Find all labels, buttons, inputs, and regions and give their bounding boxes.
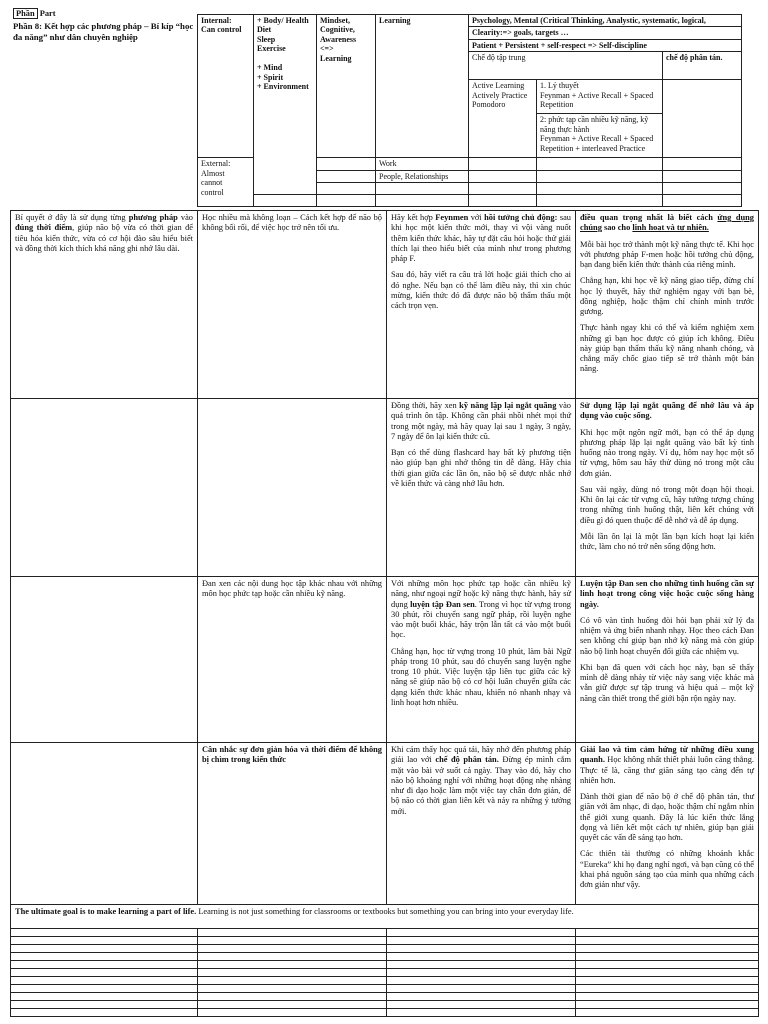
complex-skills-cell: 2: phức tạp cần nhiều kỹ năng, kỹ năng thực hành Feynman + Active Recall + Spaced Repetition + interleaved Practice (537, 114, 663, 158)
text-run: Sau đó, hãy viết ra câu trả lời hoặc giải thích cho ai đó nghe. Nếu bạn có thể làm điều này, thì xin chúc mừng, kiến thức đó đã được não bộ thẩm thấu một cách trọn vẹn. (391, 270, 571, 310)
diffuse-mode-cell: chế độ phân tán. (663, 52, 742, 80)
theory-cell: 1. Lý thuyết Feynman + Active Recall + Spaced Repetition (537, 80, 663, 114)
text-run: Đan xen các nội dung học tập khác nhau với những môn học phức tạp hoặc cần nhiều kỹ năng. (202, 579, 382, 599)
empty-line-cell (387, 977, 576, 985)
page-title: Phần 8: Kết hợp các phương pháp – Bí kíp “học đa năng” như dân chuyên nghiệp (13, 21, 194, 42)
empty-line-cell (576, 937, 759, 945)
text-run: Cân nhắc sự đơn giản hóa và thời điểm để không bị chìm trong kiến thức (202, 745, 382, 765)
empty-line-cell (198, 1009, 387, 1017)
internal-cell: Internal: Can control (198, 15, 254, 158)
empty-line-cell (11, 929, 198, 937)
empty-line-row (11, 929, 759, 937)
text-run: luyện tập Đan sen (410, 599, 475, 609)
text-run: với (468, 213, 485, 222)
footer-goal-bold: The ultimate goal is to make learning a part of life. (15, 907, 197, 916)
empty-line-cell (11, 993, 198, 1001)
text-run: vào quá trình ôn tập. Không cần phải nhồi nhét mọi thứ trong một ngày, mà hãy quay lại sau 1 ngày, 3 ngày, 7 ngày để ôn lại kiến thức cũ. (391, 401, 571, 441)
cell-col3 (387, 211, 576, 399)
empty-line-row (11, 1009, 759, 1017)
empty-line-cell (387, 985, 576, 993)
table-row (11, 399, 759, 577)
text-run: Đừng ép mình cắm mặt vào bài vở suốt cả ngày. Thay vào đó, hãy cho não bộ khoảng nghỉ với những hoạt động nhẹ nhàng như đi dạo hoặc làm một việc tay chân đơn giản, để bộ não có thời gian liên kết và nảy ra những ý tưởng mới. (391, 755, 572, 816)
empty-line-cell (11, 961, 198, 969)
work-cell: Work (376, 158, 469, 170)
empty-line-cell (576, 985, 759, 993)
text-run: , giúp não bộ vừa có thời gian để tiêu hóa kiến thức, vừa có cơ hội đào sâu hiểu biết và đồng thời kích thích khả năng ghi nhớ lâu dài. (15, 223, 193, 253)
text-run: Các thiên tài thường có những khoảnh khắc “Eureka” khi họ đang nghỉ ngơi, và bạn cũng có thể khai phá nguồn sáng tạo của mình qua những cách đơn giản như vậy. (580, 849, 754, 889)
paragraph (580, 616, 754, 657)
empty-line-cell (576, 969, 759, 977)
text-run: Chẳng hạn, khi học về kỹ năng giao tiếp, đừng chỉ học lý thuyết, hãy thử nghiệm ngay với bạn bè, đồng nghiệp, hoặc thậm chí chính mình trước gương. (580, 276, 754, 316)
text-run: Luyện tập Đan sen cho những tình huống cần sự linh hoạt trong công việc hoặc cuộc sống hàng ngày. (580, 579, 754, 609)
text-run: Khi học một ngôn ngữ mới, bạn có thể áp dụng phương pháp lặp lại ngắt quãng vào bất kỳ tình huống nào trong ngày. Ví dụ, hôm nay học một số từ vựng, hôm sau hãy thử dùng nó trong một câu đơn giản. (580, 427, 754, 478)
empty-line-cell (198, 969, 387, 977)
empty-line-cell (11, 937, 198, 945)
cell-col2 (198, 577, 387, 743)
cell-col1 (11, 399, 198, 577)
text-run: Giải lao và tìm cảm hứng từ những điều xung quanh. (580, 745, 754, 765)
table-row (11, 577, 759, 743)
text-run: Feynmen (435, 213, 469, 222)
text-run: Mỗi bài học trở thành một kỹ năng thực tế. Khi học với phương pháp F-men hoặc hồi tưởng chủ động, bạn đang biến kiến thức thành của riêng mình. (580, 239, 754, 269)
psychology-cell: Psychology, Mental (Critical Thinking, Analystic, systematic, logical, (469, 15, 742, 27)
paragraph (391, 448, 571, 489)
learning-cell: Learning (376, 15, 469, 158)
text-run: điều quan trọng nhất là biết cách (580, 213, 718, 222)
empty-line-cell (387, 953, 576, 961)
empty-line-cell (198, 985, 387, 993)
text-run: kỹ năng lặp lại ngắt quãng (459, 401, 557, 410)
empty-line-cell (387, 1009, 576, 1017)
text-run: Mỗi lần ôn lại là một lần bạn kích hoạt lại kiến thức, làm cho nó trở nên sống động hơn. (580, 531, 754, 551)
empty-line-cell (387, 945, 576, 953)
text-run: vào (177, 213, 193, 222)
empty-line-cell (198, 953, 387, 961)
cell-col3 (387, 577, 576, 743)
empty-line-cell (198, 929, 387, 937)
empty-line-cell (11, 953, 198, 961)
empty-line-cell (576, 953, 759, 961)
empty-line-cell (11, 969, 198, 977)
empty-line-cell (198, 993, 387, 1001)
paragraph (580, 240, 754, 271)
empty-line-cell (387, 937, 576, 945)
empty-line-cell (576, 1009, 759, 1017)
cell-col4 (576, 211, 759, 399)
cell-col2 (198, 211, 387, 399)
cell-col2 (198, 399, 387, 577)
empty-lines-grid (10, 928, 759, 1017)
text-run: Đồng thời, hãy xen (391, 401, 460, 410)
paragraph (580, 485, 754, 526)
focus-mode-cell: Chế độ tập trung (469, 52, 663, 80)
clearity-cell: Clearity:=> goals, targets … (469, 27, 742, 39)
table-row (11, 743, 759, 905)
empty-line-cell (576, 945, 759, 953)
empty-line-row (11, 937, 759, 945)
paragraph (391, 401, 571, 442)
empty-line-cell (11, 985, 198, 993)
body-health-cell: + Body/ Health Diet Sleep Exercise + Mind + Spirit + Environment (254, 15, 317, 195)
empty-line-cell (576, 929, 759, 937)
empty-line-row (11, 977, 759, 985)
paragraph (580, 213, 754, 234)
empty-line-cell (198, 1001, 387, 1009)
text-run: Sau vài ngày, dùng nó trong một đoạn hội thoại. Khi ôn lại các từ vựng cũ, hãy tưởng tượng chúng trong những tình huống thật, liên kết chúng với điều gì đó quen thuộc để dễ nhớ và dễ áp dụng. (580, 484, 754, 525)
empty-line-cell (387, 1001, 576, 1009)
empty-line-cell (11, 945, 198, 953)
table-row (11, 211, 759, 399)
text-run: Với những môn học phức tạp hoặc cần nhiều kỹ năng, như ngoại ngữ hoặc kỹ năng thực hành, hãy sử dụng (391, 579, 571, 609)
text-run: đúng thời điểm (15, 223, 73, 233)
empty-line-cell (11, 1001, 198, 1009)
empty-line-cell (11, 1009, 198, 1017)
empty-line-cell (198, 977, 387, 985)
paragraph (580, 663, 754, 704)
part-label (13, 9, 133, 19)
empty-line-cell (576, 993, 759, 1001)
paragraph (580, 401, 754, 422)
empty-line-cell (198, 937, 387, 945)
empty-line-row (11, 953, 759, 961)
text-run: ứng dụng chúng (580, 213, 754, 233)
cell-col1 (11, 211, 198, 399)
diffuse-empty-cell (663, 80, 742, 158)
empty-line-cell (576, 961, 759, 969)
text-run: Sử dụng lặp lại ngắt quãng để nhớ lâu và áp dụng vào cuộc sống. (580, 401, 754, 421)
empty-line-cell (387, 969, 576, 977)
text-run: Bạn có thể dùng flashcard hay bất kỳ phương tiện nào giúp bạn ghi nhớ thông tin dễ dàng. Hãy chia thời gian giữa các lần ôn, não bộ sẽ được nhắc nhở về kiến thức và càng nhớ lâu hơn. (391, 448, 571, 488)
paragraph (580, 579, 754, 610)
paragraph (580, 276, 754, 317)
text-run: sao cho (601, 223, 633, 233)
paragraph (391, 579, 571, 641)
text-run: Học nhiều mà không loạn – Cách kết hợp để não bộ không bối rối, để việc học trở nên tối ưu. (202, 213, 382, 233)
footer-goal (11, 905, 759, 929)
paragraph (580, 532, 754, 553)
cell-col4 (576, 577, 759, 743)
paragraph (580, 323, 754, 374)
empty-line-row (11, 969, 759, 977)
text-run: Khi bạn đã quen với cách học này, bạn sẽ thấy mình dễ dàng nhảy từ việc này sang việc khác mà vẫn giữ được sự tập trung và hiệu quả – một kỹ năng cần thiết trong thế giới bận rộn ngày nay. (580, 662, 754, 703)
cell-col4 (576, 743, 759, 905)
mindset-cell: Mindset, Cognitive, Awareness <=> Learning (317, 15, 376, 158)
footer-goal-rest: Learning is not just something for classrooms or textbooks but something you can bring into your everyday life. (196, 907, 574, 916)
paragraph (580, 745, 754, 786)
empty-line-cell (198, 961, 387, 969)
text-run: Bí quyết ở đây là sử dụng từng (15, 213, 129, 222)
part-label-en: Part (39, 9, 56, 18)
empty-line-cell (387, 961, 576, 969)
patient-cell: Patient + Persistent + self-respect => Self-discipline (469, 39, 742, 51)
empty-line-row (11, 1001, 759, 1009)
method-table (10, 210, 759, 929)
active-learning-cell: Active Learning Actively Practice Pomodoro (469, 80, 537, 158)
text-run: Chẳng hạn, học từ vựng trong 10 phút, làm bài Ngữ pháp trong 10 phút, sau đó chuyển sang luyện nghe trong 10 phút. Việc luyện tập liên tục giữa các kỹ năng sẽ giúp não bộ có cơ hội luân chuyển giữa các dạng kiến thức khác nhau, khiến nó nhanh nhạy và linh hoạt hơn nhiều. (391, 646, 571, 707)
text-run: . Trong vì học từ vựng trong 30 phút, rồi chuyển sang ngữ pháp, rồi luyện nghe vào một buổi khác, hãy trộn lẫn tất cả vào một buổi học. (391, 599, 571, 640)
paragraph (391, 270, 571, 311)
external-cell: External: Almost cannot control (198, 158, 254, 207)
text-run: sau khi học một kiến thức mới, thay vì vội vàng nuốt thêm kiến thức khác, hãy tự đặt câu hỏi hoặc thử giải thích lại theo hiểu biết của mình như trong phương pháp F. (391, 213, 571, 263)
text-run: Thực hành ngay khi có thể và kiểm nghiệm xem những gì bạn học được có giúp ích không. Điều này giúp bạn thẩm thấu kỹ năng nhanh chóng, và chẳng mấy chốc giao tiếp sẽ trở thành một bản năng. (580, 323, 754, 374)
text-run: linh hoạt và tự nhiên. (632, 223, 709, 233)
text-run: chế độ phân tán. (435, 755, 499, 765)
text-run: Khi cảm thấy học quá tải, hãy nhớ đến phương pháp giải lao với (391, 745, 571, 765)
cell-col4 (576, 399, 759, 577)
empty-line-row (11, 961, 759, 969)
empty-line-row (11, 985, 759, 993)
text-run: Có vô vàn tình huống đòi hỏi bạn phải xử lý đa nhiệm và ứng biến nhanh nhạy. Học theo cách Đan sen không chỉ giúp bạn nhớ kỹ năng mà còn giúp não bộ linh hoạt chuyển đổi giữa các nhiệm vụ. (580, 615, 754, 656)
empty-line-row (11, 993, 759, 1001)
paragraph (391, 745, 571, 817)
cell-col1 (11, 743, 198, 905)
paragraph (580, 849, 754, 890)
empty-line-cell (198, 945, 387, 953)
learning-diagram (197, 14, 742, 207)
cell-col2 (198, 743, 387, 905)
paragraph (391, 647, 571, 709)
text-run: hồi tưởng chủ động: (484, 213, 558, 222)
cell-col3 (387, 399, 576, 577)
paragraph (580, 792, 754, 843)
empty-line-cell (576, 1001, 759, 1009)
empty-line-cell (11, 977, 198, 985)
text-run: Học không nhất thiết phải luôn căng thẳng. Thực tế là, căng thư giãn sáng tạo càng đến tự nhiên hơn. (580, 755, 754, 785)
text-run: phương pháp (128, 213, 178, 222)
part-label-boxed: Phần (13, 8, 38, 19)
empty-line-cell (387, 929, 576, 937)
empty-line-row (11, 945, 759, 953)
text-run: Dành thời gian để não bộ ở chế độ phân tán, thư giãn với âm nhạc, đi dạo, hoặc thậm chí ngắm nhìn thế giới xung quanh. Đây là lúc kiến thức lắng đọng và liên kết một cách tự nhiên, giúp bạn giải quyết các vấn đề sáng tạo hơn. (580, 792, 754, 842)
people-cell: People, Relationships (376, 170, 469, 182)
empty-line-cell (387, 993, 576, 1001)
cell-col1 (11, 577, 198, 743)
empty-line-cell (576, 977, 759, 985)
paragraph (391, 213, 571, 264)
text-run: Hãy kết hợp (391, 213, 436, 222)
cell-col3 (387, 743, 576, 905)
paragraph (580, 428, 754, 479)
